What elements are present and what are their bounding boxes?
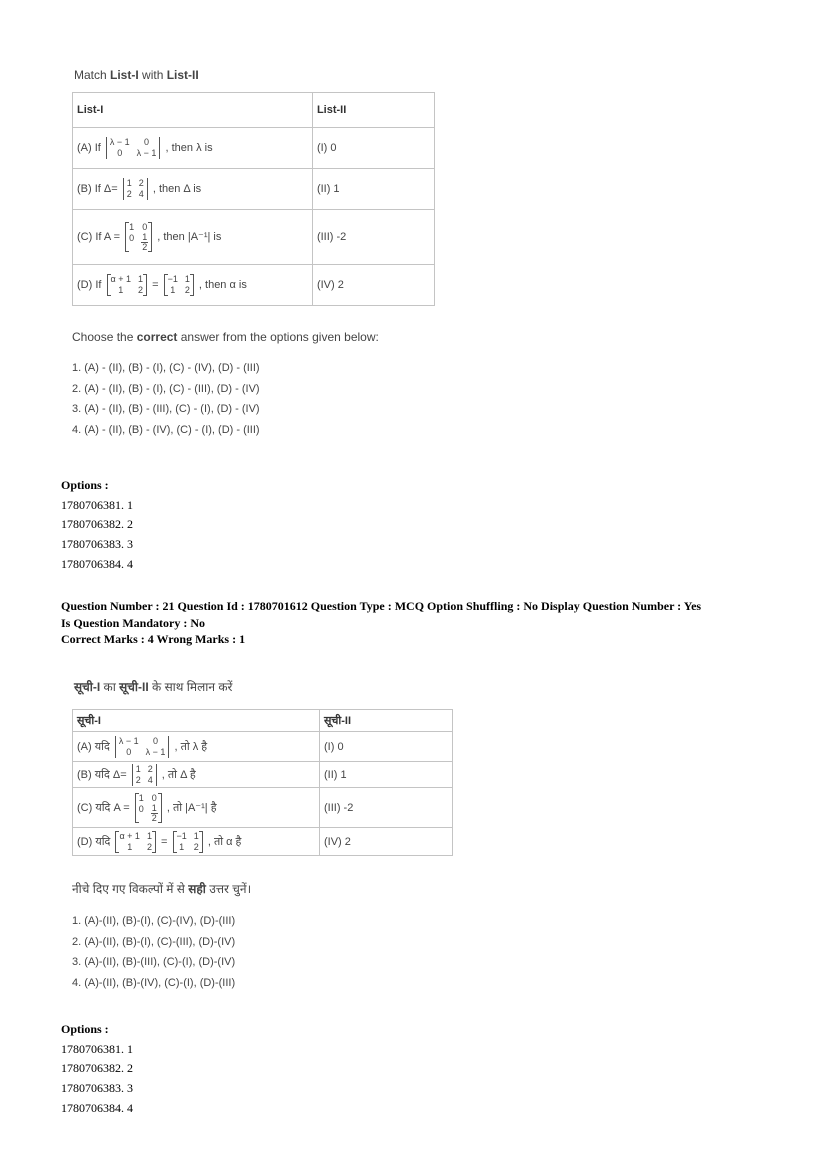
hindi-intro	[74, 678, 472, 695]
matrix-cell: 1	[126, 178, 132, 188]
fraction-denominator: 2	[142, 242, 148, 252]
english-match-table	[72, 92, 435, 306]
option-code: 1780706382. 2	[61, 517, 133, 532]
matrix-d-right	[164, 274, 194, 296]
table-row	[73, 265, 435, 306]
matrix-cell: 1	[137, 274, 143, 284]
hindi-answer-options	[72, 911, 472, 993]
intro-mid: का	[100, 680, 120, 694]
row-b-left	[73, 169, 313, 210]
row-d-left	[73, 828, 320, 856]
choose-bold: correct	[136, 330, 178, 344]
row-b-right: (II) 1	[312, 169, 434, 210]
hindi-match-table	[72, 709, 453, 856]
row-c-prefix: (C) यदि A =	[77, 801, 130, 814]
intro-mid: with	[138, 68, 167, 82]
answer-option: 4. (A)-(II), (B)-(IV), (C)-(I), (D)-(III)	[72, 976, 236, 989]
matrix-cell: 4	[138, 189, 144, 199]
table-row	[73, 788, 453, 828]
matrix-cell: 0	[151, 792, 157, 803]
row-c-suffix: , तो |A⁻¹| है	[166, 801, 217, 814]
matrix-cell-fraction	[151, 804, 158, 823]
fraction-denominator: 2	[151, 812, 157, 823]
answer-option: 1. (A) - (II), (B) - (I), (C) - (IV), (D) - (III)	[72, 362, 260, 374]
answer-option: 4. (A) - (II), (B) - (IV), (C) - (I), (D) - (III)	[72, 423, 260, 436]
matrix-a	[106, 137, 161, 159]
matrix-cell: 2	[138, 178, 144, 188]
intro-suffix: के साथ मिलान करें	[148, 680, 233, 694]
answer-option: 2. (A)-(II), (B)-(I), (C)-(III), (D)-(IV)	[72, 935, 236, 948]
matrix-cell: −1	[167, 274, 178, 284]
matrix-cell: 2	[126, 189, 132, 199]
english-answer-options	[72, 358, 472, 440]
options-label: Options :	[61, 478, 109, 492]
choose-suffix: उत्तर चुनें।	[205, 882, 252, 896]
question-mandatory-line: Is Question Mandatory : No	[61, 615, 206, 630]
choose-prefix: नीचे दिए गए विकल्पों में से	[72, 882, 189, 896]
row-c-left	[73, 210, 313, 265]
matrix-cell: 0	[138, 803, 144, 814]
row-b-prefix: (B) If Δ=	[77, 182, 118, 195]
matrix-d-left	[107, 274, 147, 296]
matrix-cell: 1	[135, 763, 141, 774]
option-code: 1780706381. 1	[61, 497, 133, 512]
matrix-a	[115, 736, 170, 758]
row-b-suffix: , then Δ is	[152, 182, 202, 195]
matrix-cell: 1	[170, 285, 176, 295]
row-a-suffix: , तो λ है	[174, 740, 208, 753]
matrix-cell: 1	[193, 830, 199, 841]
english-choose-prompt	[72, 330, 472, 344]
table-row	[73, 762, 453, 788]
matrix-cell: λ − 1	[109, 137, 130, 147]
answer-option: 3. (A) - (II), (B) - (III), (C) - (I), (D) - (IV)	[72, 403, 260, 415]
row-c-prefix: (C) If A =	[77, 230, 121, 243]
matrix-cell: 2	[147, 763, 153, 774]
matrix-b	[132, 764, 157, 786]
table-row	[73, 210, 435, 265]
table-header-row	[73, 93, 435, 128]
english-intro	[74, 68, 472, 82]
option-code: 1780706383. 3	[61, 537, 133, 552]
matrix-cell: 0	[142, 222, 148, 232]
row-c-right: (III) -2	[312, 210, 434, 265]
matrix-cell: α + 1	[119, 830, 140, 841]
row-a-prefix: (A) If	[77, 141, 101, 154]
matrix-cell: 0	[126, 746, 132, 757]
option-code: 1780706381. 1	[61, 1041, 133, 1056]
row-b-right: (II) 1	[320, 762, 453, 788]
table-row	[73, 169, 435, 210]
intro-list2: सूची-II	[119, 680, 149, 694]
header-list2: List-II	[312, 93, 434, 128]
row-a-suffix: , then λ is	[165, 141, 213, 154]
matrix-cell: 2	[137, 285, 143, 295]
hindi-choose-prompt	[72, 880, 472, 897]
option-codes-block-2	[61, 1020, 133, 1119]
intro-list2: List-II	[166, 68, 199, 82]
table-row	[73, 732, 453, 762]
row-b-left	[73, 762, 320, 788]
intro-list1: List-I	[110, 68, 139, 82]
matrix-cell: 1	[138, 792, 144, 803]
options-label: Options :	[61, 1022, 109, 1036]
matrix-cell: 2	[184, 285, 190, 295]
option-code: 1780706384. 4	[61, 556, 133, 571]
matrix-cell: λ − 1	[136, 148, 157, 158]
row-d-right: (IV) 2	[312, 265, 434, 306]
matrix-d-right	[173, 831, 203, 853]
answer-option: 1. (A)-(II), (B)-(I), (C)-(IV), (D)-(III)	[72, 915, 236, 927]
row-a-right: (I) 0	[320, 732, 453, 762]
row-d-right: (IV) 2	[320, 828, 453, 856]
row-c-suffix: , then |A⁻¹| is	[157, 230, 222, 243]
matrix-cell: 1	[129, 222, 135, 232]
matrix-cell: 2	[146, 841, 152, 852]
row-c-right: (III) -2	[320, 788, 453, 828]
header-list1: List-I	[73, 93, 313, 128]
matrix-cell: 1	[184, 274, 190, 284]
row-d-suffix: , तो α है	[207, 835, 242, 848]
matrix-cell: 0	[144, 137, 150, 147]
choose-prefix: Choose the	[72, 330, 137, 344]
matrix-cell: 0	[153, 735, 159, 746]
matrix-cell: 1	[127, 841, 133, 852]
table-header-row	[73, 710, 453, 732]
matrix-c	[125, 222, 152, 252]
answer-option: 3. (A)-(II), (B)-(III), (C)-(I), (D)-(IV)	[72, 956, 236, 968]
row-d-suffix: , then α is	[198, 278, 247, 291]
matrix-cell: λ − 1	[145, 746, 166, 757]
fraction-numerator: 1	[151, 802, 157, 813]
row-b-prefix: (B) यदि Δ=	[77, 768, 127, 781]
matrix-cell: 4	[147, 774, 153, 785]
fraction-numerator: 1	[142, 232, 148, 242]
row-d-prefix: (D) यदि	[77, 835, 111, 848]
equals-sign: =	[152, 278, 159, 291]
equals-sign: =	[161, 835, 168, 848]
row-a-prefix: (A) यदि	[77, 740, 110, 753]
matrix-cell-fraction	[141, 233, 148, 252]
header-list1: सूची-I	[73, 710, 320, 732]
row-a-right: (I) 0	[312, 128, 434, 169]
matrix-cell: 1	[146, 830, 152, 841]
matrix-d-left	[115, 831, 155, 853]
matrix-cell: 2	[135, 774, 141, 785]
row-a-left	[73, 128, 313, 169]
question-info-line: Question Number : 21 Question Id : 1780701612 Question Type : MCQ Option Shuffling : No Display Question Number : Yes	[61, 599, 702, 613]
matrix-cell: 0	[129, 233, 135, 243]
option-code: 1780706382. 2	[61, 1061, 133, 1076]
answer-option: 2. (A) - (II), (B) - (I), (C) - (III), (D) - (IV)	[72, 382, 260, 395]
choose-bold: सही	[188, 882, 206, 896]
matrix-c	[135, 793, 162, 823]
table-row	[73, 828, 453, 856]
row-a-left	[73, 732, 320, 762]
matrix-cell: −1	[176, 830, 187, 841]
matrix-cell: 0	[117, 148, 123, 158]
intro-prefix: Match	[74, 68, 111, 82]
option-code: 1780706383. 3	[61, 1081, 133, 1096]
question-marks-line: Correct Marks : 4 Wrong Marks : 1	[61, 632, 246, 646]
option-code: 1780706384. 4	[61, 1100, 133, 1115]
row-d-prefix: (D) If	[77, 278, 102, 291]
choose-suffix: answer from the options given below:	[177, 330, 379, 344]
question-header	[61, 598, 801, 648]
matrix-cell: 1	[179, 841, 185, 852]
row-b-suffix: , तो Δ है	[161, 768, 196, 781]
row-c-left	[73, 788, 320, 828]
option-codes-block-1	[61, 476, 133, 575]
matrix-cell: 2	[193, 841, 199, 852]
matrix-cell: 1	[118, 285, 124, 295]
row-d-left	[73, 265, 313, 306]
matrix-b	[123, 178, 148, 200]
table-row	[73, 128, 435, 169]
hindi-question-block	[72, 678, 472, 993]
matrix-cell: α + 1	[110, 274, 131, 284]
matrix-cell: λ − 1	[118, 735, 139, 746]
english-question-block	[72, 68, 472, 440]
header-list2: सूची-II	[320, 710, 453, 732]
intro-list1: सूची-I	[74, 680, 101, 694]
